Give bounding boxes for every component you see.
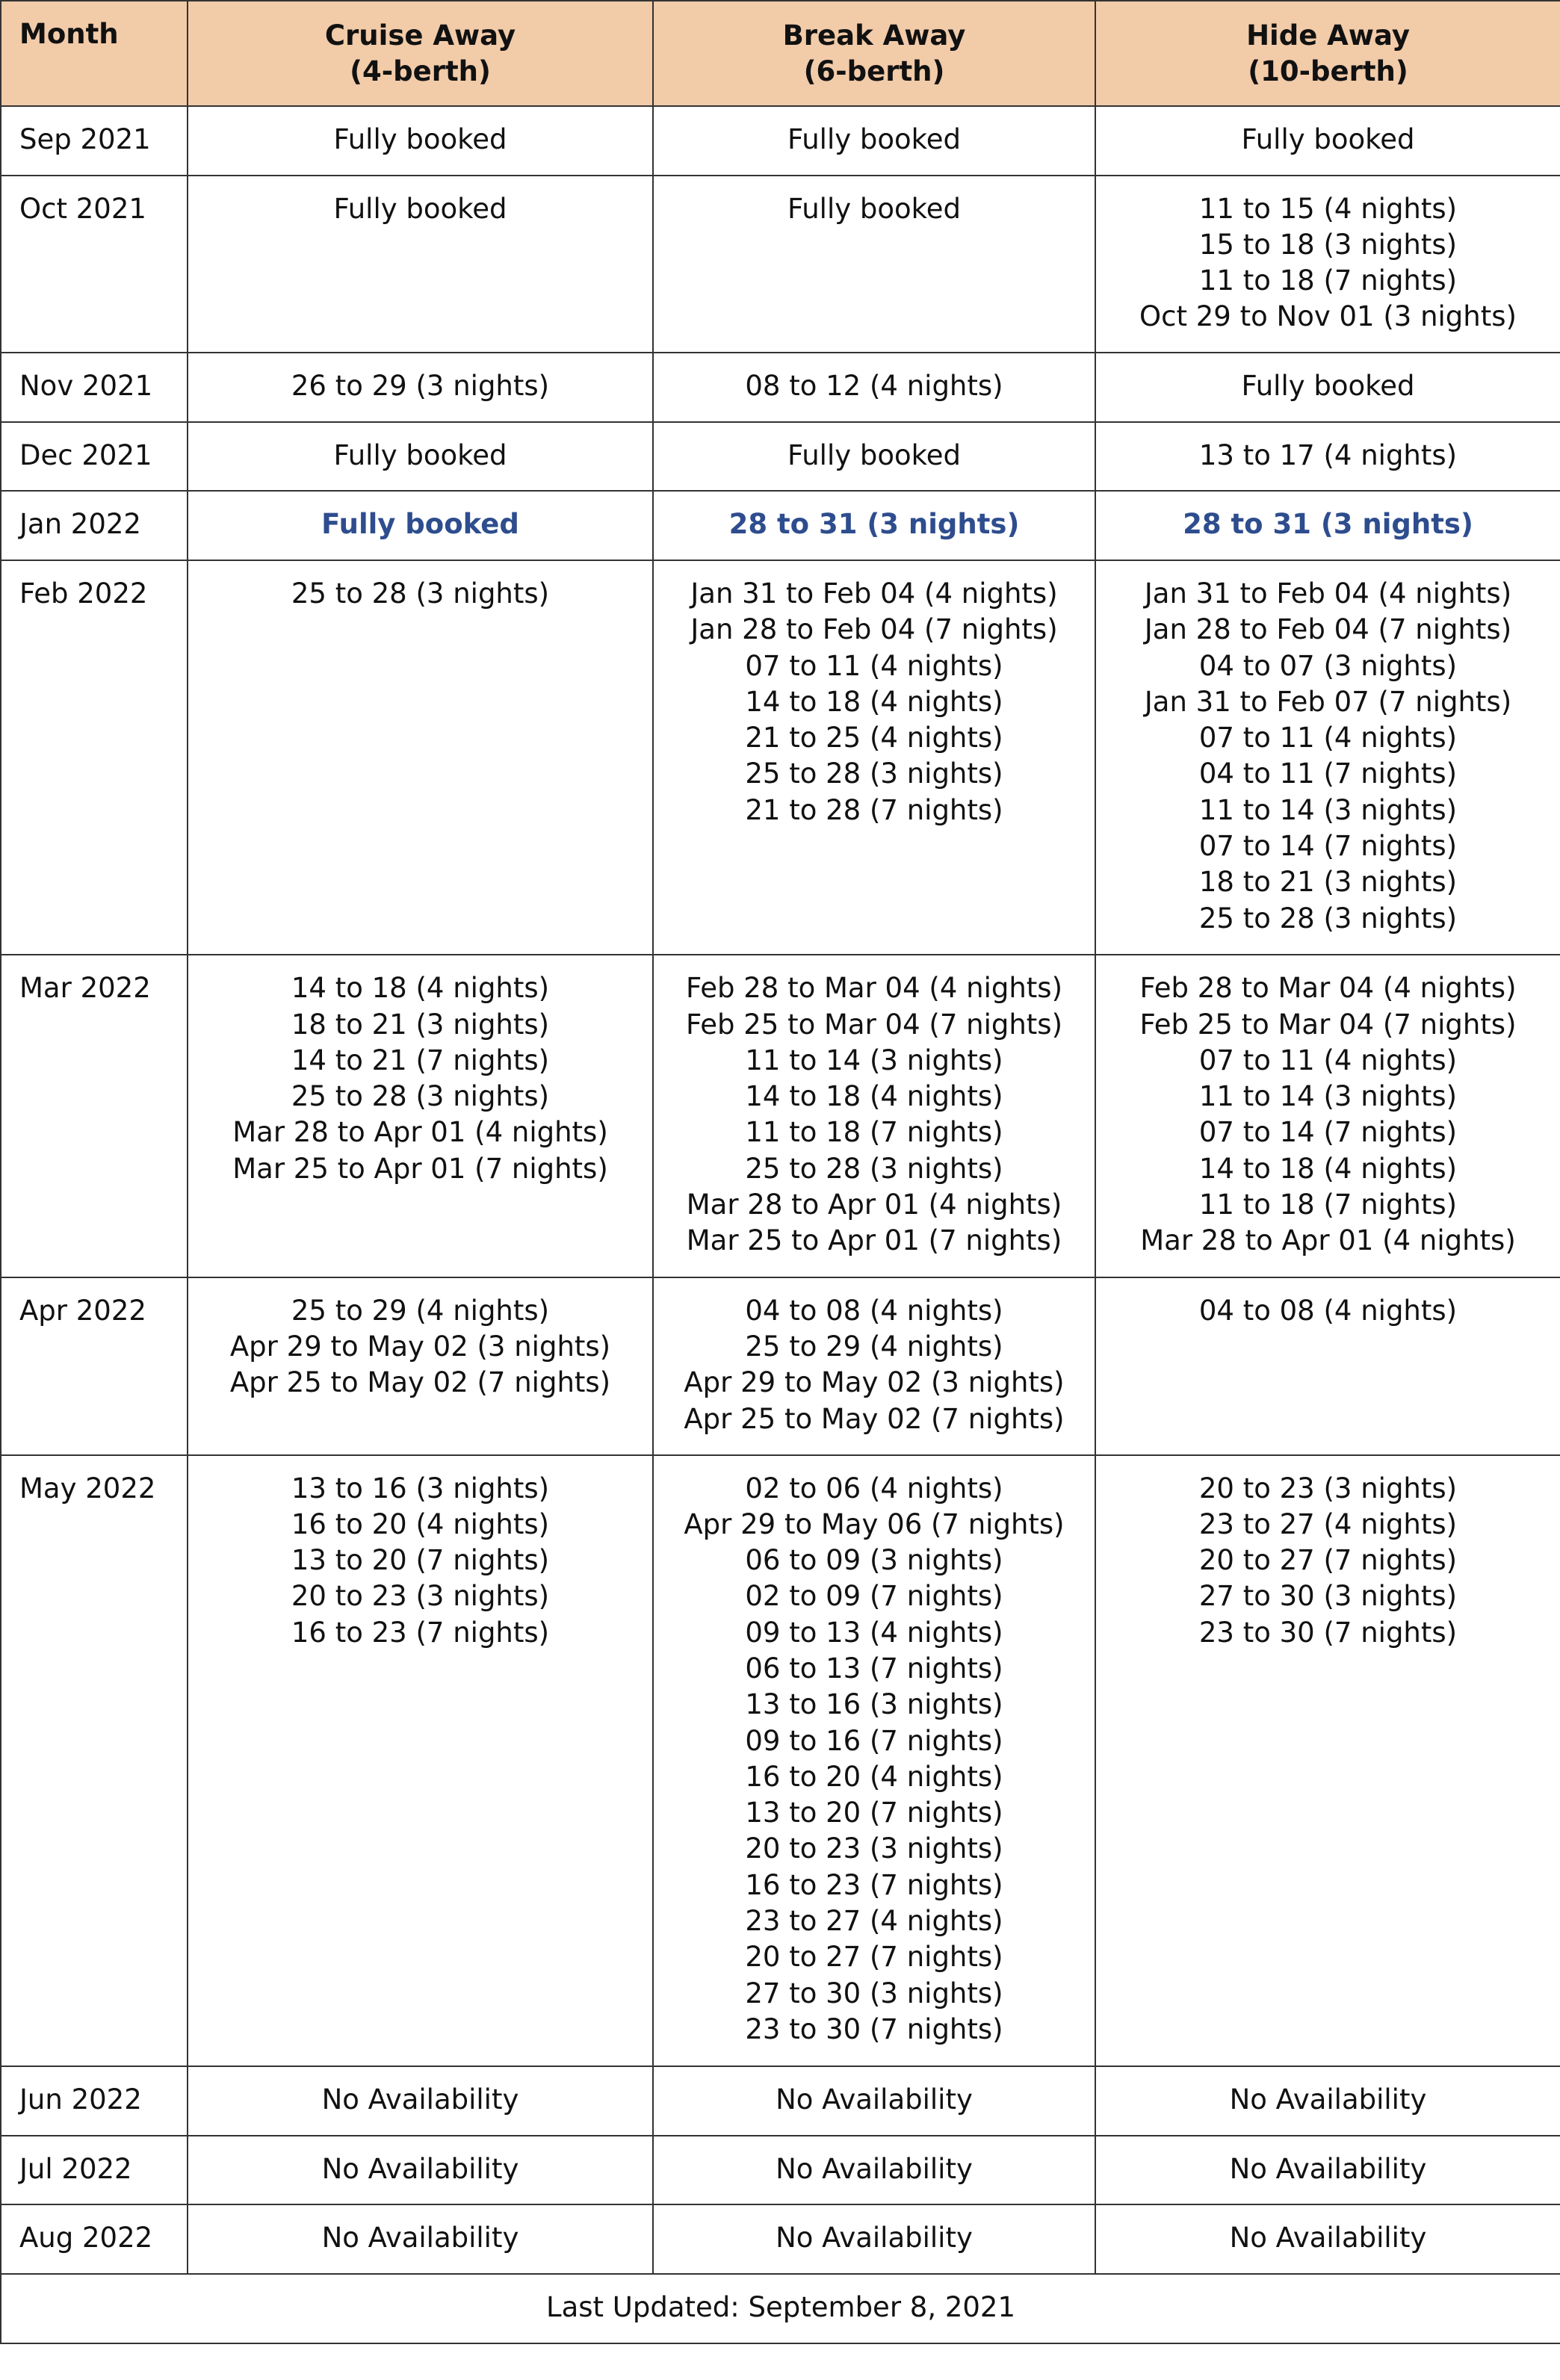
availability-entry: Feb 28 to Mar 04 (4 nights) — [685, 972, 1063, 1005]
availability-entry: Mar 25 to Apr 01 (7 nights) — [686, 1224, 1062, 1257]
availability-entry: No Availability — [776, 2083, 973, 2116]
cruise-away-cell — [188, 560, 653, 955]
availability-entry: 26 to 29 (3 nights) — [291, 370, 550, 403]
availability-entry: Fully booked — [787, 438, 962, 471]
availability-entry: 02 to 09 (7 nights) — [745, 1580, 1003, 1613]
cruise-away-cell — [188, 176, 653, 353]
column-header-month — [1, 1, 188, 106]
month-cell: Apr 2022 — [1, 1277, 188, 1455]
break-away-cell — [653, 2136, 1095, 2205]
availability-entry: Fully booked — [321, 508, 519, 541]
hide-away-cell — [1095, 491, 1560, 560]
availability-entry: 07 to 11 (4 nights) — [1198, 722, 1458, 754]
table-row — [1, 422, 1560, 492]
availability-entry: 20 to 23 (3 nights) — [291, 1580, 550, 1613]
availability-entry: 20 to 23 (3 nights) — [745, 1832, 1003, 1865]
availability-entry: 09 to 16 (7 nights) — [745, 1724, 1003, 1757]
availability-entry: Mar 25 to Apr 01 (7 nights) — [232, 1152, 608, 1185]
availability-entry: Jan 31 to Feb 07 (7 nights) — [1144, 685, 1512, 718]
break-away-cell — [653, 422, 1095, 492]
hide-away-cell — [1095, 422, 1560, 492]
availability-entry: 23 to 30 (7 nights) — [745, 2012, 1003, 2045]
availability-entry: Apr 29 to May 02 (3 nights) — [229, 1330, 611, 1363]
availability-entry: Feb 25 to Mar 04 (7 nights) — [1139, 1008, 1517, 1041]
column-header-label: Month — [19, 18, 119, 50]
availability-entry: 11 to 18 (7 nights) — [745, 1116, 1003, 1149]
availability-entry: 04 to 08 (4 nights) — [745, 1294, 1003, 1327]
availability-entry: 14 to 18 (4 nights) — [745, 1080, 1003, 1113]
availability-entry: 16 to 23 (7 nights) — [745, 1868, 1003, 1901]
availability-entry: 11 to 15 (4 nights) — [1198, 192, 1458, 225]
month-cell: Jul 2022 — [1, 2136, 188, 2205]
availability-entry: 23 to 30 (7 nights) — [1198, 1616, 1458, 1649]
availability-entry: Oct 29 to Nov 01 (3 nights) — [1139, 300, 1517, 333]
availability-entry: No Availability — [321, 2083, 519, 2116]
availability-entry: 13 to 20 (7 nights) — [291, 1544, 550, 1577]
table-row — [1, 955, 1560, 1277]
break-away-cell — [653, 106, 1095, 176]
availability-entry: No Availability — [1229, 2222, 1427, 2255]
table-row — [1, 2066, 1560, 2136]
availability-entry: Jan 31 to Feb 04 (4 nights) — [1144, 577, 1512, 610]
hide-away-cell — [1095, 2136, 1560, 2205]
availability-entry: 11 to 18 (7 nights) — [1198, 264, 1458, 297]
availability-entry: 06 to 13 (7 nights) — [745, 1652, 1003, 1685]
availability-entry: 18 to 21 (3 nights) — [291, 1008, 550, 1041]
hide-away-cell — [1095, 560, 1560, 955]
month-cell: Nov 2021 — [1, 353, 188, 422]
hide-away-cell — [1095, 1277, 1560, 1455]
availability-entry: 25 to 28 (3 nights) — [1198, 902, 1458, 935]
cruise-away-cell — [188, 955, 653, 1277]
cruise-away-cell — [188, 2066, 653, 2136]
month-cell: May 2022 — [1, 1455, 188, 2067]
availability-entry: 13 to 16 (3 nights) — [745, 1688, 1003, 1721]
availability-entry: 25 to 28 (3 nights) — [291, 577, 550, 610]
availability-entry: 06 to 09 (3 nights) — [745, 1544, 1003, 1577]
cruise-away-cell — [188, 353, 653, 422]
availability-entry: 28 to 31 (3 nights) — [728, 508, 1020, 541]
month-cell: Sep 2021 — [1, 106, 188, 176]
break-away-cell — [653, 2204, 1095, 2274]
column-header-hide-away — [1095, 1, 1560, 106]
availability-entry: 09 to 13 (4 nights) — [745, 1616, 1003, 1649]
footer-row — [1, 2274, 1560, 2343]
cruise-away-cell — [188, 422, 653, 492]
availability-entry: 21 to 28 (7 nights) — [745, 793, 1003, 826]
availability-entry: 11 to 14 (3 nights) — [745, 1044, 1003, 1076]
month-cell: Feb 2022 — [1, 560, 188, 955]
availability-entry: 25 to 28 (3 nights) — [291, 1080, 550, 1113]
break-away-cell — [653, 2066, 1095, 2136]
availability-entry: 08 to 12 (4 nights) — [745, 370, 1003, 403]
column-header-berth: (4-berth) — [350, 55, 491, 87]
availability-entry: Jan 28 to Feb 04 (7 nights) — [1144, 613, 1512, 646]
availability-entry: 27 to 30 (3 nights) — [1198, 1580, 1458, 1613]
month-cell: Mar 2022 — [1, 955, 188, 1277]
availability-entry: 04 to 07 (3 nights) — [1198, 649, 1458, 682]
table-row — [1, 2136, 1560, 2205]
availability-entry: 20 to 23 (3 nights) — [1198, 1472, 1458, 1504]
availability-entry: Mar 28 to Apr 01 (4 nights) — [686, 1189, 1062, 1221]
availability-entry: 16 to 20 (4 nights) — [291, 1507, 550, 1540]
cruise-away-cell — [188, 1277, 653, 1455]
table-row — [1, 106, 1560, 176]
availability-body — [1, 106, 1560, 2274]
column-header-berth: (6-berth) — [803, 55, 945, 87]
availability-entry: 14 to 18 (4 nights) — [745, 685, 1003, 718]
hide-away-cell — [1095, 176, 1560, 353]
availability-entry: 23 to 27 (4 nights) — [1198, 1507, 1458, 1540]
availability-entry: Apr 25 to May 02 (7 nights) — [684, 1402, 1065, 1435]
table-row — [1, 1455, 1560, 2067]
availability-entry: Feb 28 to Mar 04 (4 nights) — [1139, 972, 1517, 1005]
break-away-cell — [653, 560, 1095, 955]
availability-entry: 14 to 18 (4 nights) — [291, 972, 550, 1005]
month-cell: Jun 2022 — [1, 2066, 188, 2136]
table-row — [1, 176, 1560, 353]
availability-entry: No Availability — [1229, 2083, 1427, 2116]
availability-entry: Fully booked — [787, 123, 962, 155]
availability-entry: 11 to 14 (3 nights) — [1198, 793, 1458, 826]
availability-entry: Apr 29 to May 02 (3 nights) — [684, 1366, 1065, 1399]
availability-entry: 13 to 20 (7 nights) — [745, 1797, 1003, 1829]
hide-away-cell — [1095, 106, 1560, 176]
break-away-cell — [653, 353, 1095, 422]
availability-entry: 07 to 14 (7 nights) — [1198, 1116, 1458, 1149]
availability-entry: 11 to 18 (7 nights) — [1198, 1189, 1458, 1221]
table-row — [1, 491, 1560, 560]
table-row — [1, 2204, 1560, 2274]
availability-entry: 07 to 11 (4 nights) — [745, 649, 1003, 682]
availability-entry: Jan 28 to Feb 04 (7 nights) — [690, 613, 1058, 646]
availability-entry: 18 to 21 (3 nights) — [1198, 866, 1458, 899]
availability-entry: 20 to 27 (7 nights) — [745, 1941, 1003, 1974]
cruise-away-cell — [188, 2204, 653, 2274]
column-header-berth: (10-berth) — [1248, 55, 1408, 87]
availability-entry: Fully booked — [333, 438, 507, 471]
availability-entry: Fully booked — [1241, 123, 1415, 155]
availability-entry: 04 to 11 (7 nights) — [1198, 757, 1458, 790]
cruise-away-cell — [188, 491, 653, 560]
availability-entry: Apr 29 to May 06 (7 nights) — [684, 1507, 1065, 1540]
break-away-cell — [653, 491, 1095, 560]
availability-entry: Apr 25 to May 02 (7 nights) — [229, 1366, 611, 1399]
table-row — [1, 1277, 1560, 1455]
hide-away-cell — [1095, 1455, 1560, 2067]
availability-entry: 16 to 23 (7 nights) — [291, 1616, 550, 1649]
column-header-label: Hide Away — [1246, 19, 1410, 52]
cruise-away-cell — [188, 1455, 653, 2067]
availability-entry: 07 to 11 (4 nights) — [1198, 1044, 1458, 1076]
availability-entry: 23 to 27 (4 nights) — [745, 1905, 1003, 1938]
month-cell: Dec 2021 — [1, 422, 188, 492]
month-cell: Aug 2022 — [1, 2204, 188, 2274]
header-row — [1, 1, 1560, 106]
availability-entry: No Availability — [321, 2152, 519, 2185]
table-row — [1, 560, 1560, 955]
month-cell: Oct 2021 — [1, 176, 188, 353]
availability-entry: Fully booked — [333, 192, 507, 225]
availability-entry: No Availability — [776, 2152, 973, 2185]
table-row — [1, 353, 1560, 422]
last-updated: Last Updated: September 8, 2021 — [1, 2274, 1560, 2343]
availability-entry: No Availability — [776, 2222, 973, 2255]
availability-entry: 25 to 28 (3 nights) — [745, 1152, 1003, 1185]
month-cell: Jan 2022 — [1, 491, 188, 560]
availability-entry: Jan 31 to Feb 04 (4 nights) — [690, 577, 1058, 610]
break-away-cell — [653, 1455, 1095, 2067]
availability-entry: 02 to 06 (4 nights) — [745, 1472, 1003, 1504]
cruise-away-cell — [188, 106, 653, 176]
column-header-label: Break Away — [782, 19, 966, 52]
column-header-label: Cruise Away — [324, 19, 516, 52]
availability-entry: No Availability — [321, 2222, 519, 2255]
hide-away-cell — [1095, 2204, 1560, 2274]
availability-entry: 25 to 28 (3 nights) — [745, 757, 1003, 790]
availability-entry: 11 to 14 (3 nights) — [1198, 1080, 1458, 1113]
availability-entry: No Availability — [1229, 2152, 1427, 2185]
availability-entry: 14 to 18 (4 nights) — [1198, 1152, 1458, 1185]
availability-entry: Mar 28 to Apr 01 (4 nights) — [1140, 1224, 1516, 1257]
column-header-break-away — [653, 1, 1095, 106]
hide-away-cell — [1095, 2066, 1560, 2136]
availability-entry: 21 to 25 (4 nights) — [745, 722, 1003, 754]
availability-entry: 15 to 18 (3 nights) — [1198, 228, 1458, 261]
column-header-cruise-away — [188, 1, 653, 106]
availability-entry: Fully booked — [787, 192, 962, 225]
hide-away-cell — [1095, 353, 1560, 422]
availability-entry: 04 to 08 (4 nights) — [1198, 1294, 1458, 1327]
break-away-cell — [653, 1277, 1095, 1455]
availability-entry: 07 to 14 (7 nights) — [1198, 829, 1458, 862]
availability-entry: 20 to 27 (7 nights) — [1198, 1544, 1458, 1577]
availability-entry: 16 to 20 (4 nights) — [745, 1760, 1003, 1793]
availability-entry: 28 to 31 (3 nights) — [1183, 508, 1473, 541]
availability-entry: Fully booked — [333, 123, 507, 155]
availability-entry: Mar 28 to Apr 01 (4 nights) — [232, 1116, 608, 1149]
cruise-away-cell — [188, 2136, 653, 2205]
availability-entry: 13 to 17 (4 nights) — [1198, 438, 1458, 471]
break-away-cell — [653, 176, 1095, 353]
availability-entry: Fully booked — [1241, 370, 1415, 403]
break-away-cell — [653, 955, 1095, 1277]
availability-entry: 13 to 16 (3 nights) — [291, 1472, 550, 1504]
availability-entry: Feb 25 to Mar 04 (7 nights) — [685, 1008, 1063, 1041]
availability-entry: 25 to 29 (4 nights) — [745, 1330, 1003, 1363]
availability-entry: 27 to 30 (3 nights) — [745, 1977, 1003, 2009]
hide-away-cell — [1095, 955, 1560, 1277]
availability-entry: 25 to 29 (4 nights) — [291, 1294, 550, 1327]
availability-entry: 14 to 21 (7 nights) — [291, 1044, 550, 1076]
